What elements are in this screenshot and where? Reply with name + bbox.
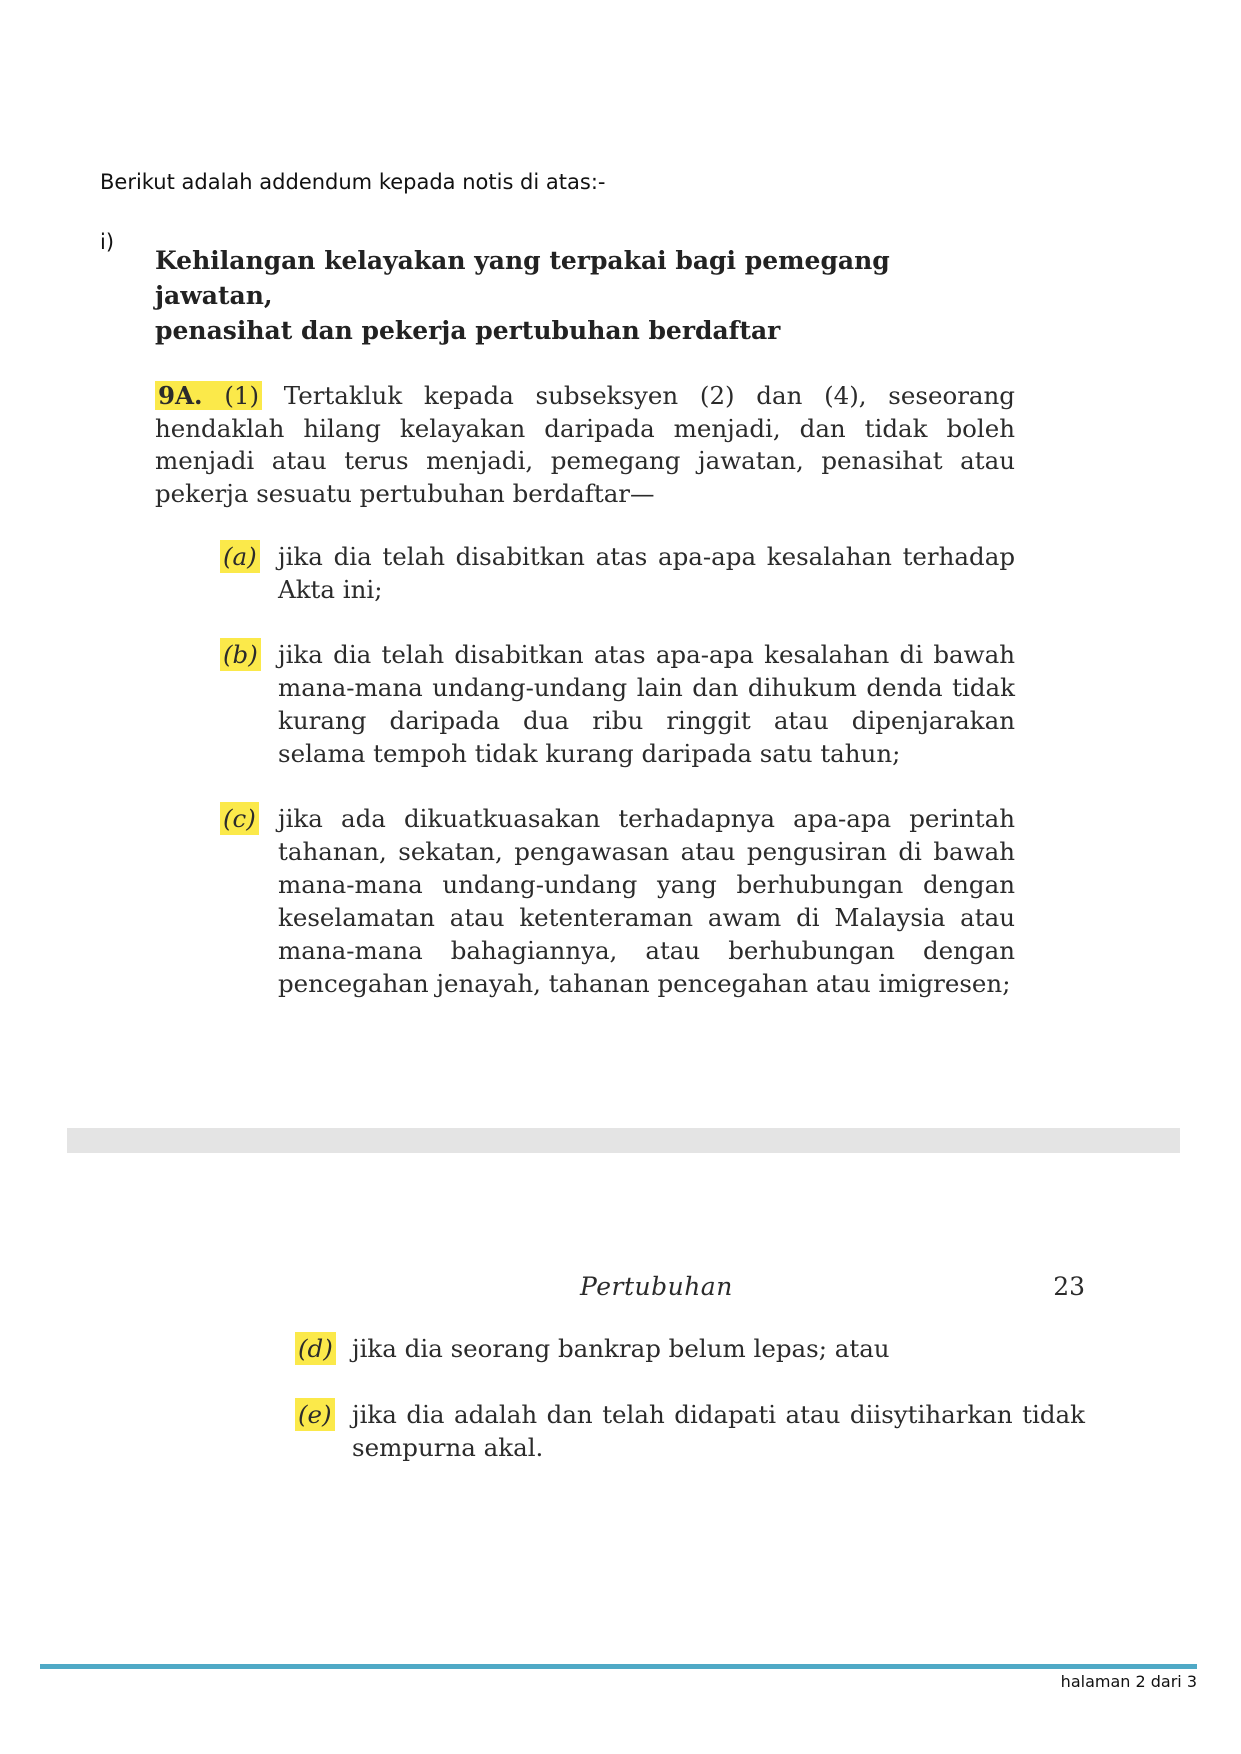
clause-marker-b: (b) bbox=[220, 638, 261, 671]
law-excerpt-bottom bbox=[295, 1272, 1085, 1464]
clause-text-a: jika dia telah disabitkan atas apa-apa kesalahan terhadap Akta ini; bbox=[278, 542, 1015, 604]
clause-d bbox=[295, 1332, 1085, 1365]
clause-text-b: jika dia telah disabitkan atas apa-apa kesalahan di bawah mana-mana undang-undang lain dan dihukum denda tidak kurang daripada dua ribu ringgit atau dipenjarakan selama tempoh tidak kurang daripada satu tahun; bbox=[278, 640, 1015, 768]
section-9a-body bbox=[155, 380, 1015, 510]
clause-marker-e: (e) bbox=[295, 1398, 335, 1431]
clause-b bbox=[155, 638, 1015, 770]
item-marker: i) bbox=[100, 230, 115, 254]
section-heading-line2: penasihat dan pekerja pertubuhan berdaftar bbox=[155, 316, 781, 345]
clause-marker-d: (d) bbox=[295, 1332, 336, 1365]
clause-text-e: jika dia adalah dan telah didapati atau diisytiharkan tidak sempurna akal. bbox=[352, 1400, 1085, 1462]
footer-rule bbox=[40, 1664, 1197, 1669]
law-excerpt-top bbox=[155, 243, 1015, 1000]
page-footer-label: halaman 2 dari 3 bbox=[1060, 1672, 1197, 1691]
clause-a bbox=[155, 540, 1015, 606]
clause-c bbox=[155, 802, 1015, 1000]
clause-marker-a: (a) bbox=[220, 540, 260, 573]
section-text: Tertakluk kepada subseksyen (2) dan (4), seseorang hendaklah hilang kelayakan daripada menjadi, dan tidak boleh menjadi atau terus menjadi, pemegang jawatan, penasihat atau pekerja sesuatu pertubuhan berdaftar— bbox=[155, 381, 1015, 508]
section-heading-line1: Kehilangan kelayakan yang terpakai bagi pemegang jawatan, bbox=[155, 246, 890, 310]
section-number-highlight bbox=[155, 381, 262, 410]
source-page-number: 23 bbox=[1053, 1272, 1085, 1301]
clause-text-c: jika ada dikuatkuasakan terhadapnya apa-apa perintah tahanan, sekatan, pengawasan atau pengusiran di bawah mana-mana undang-undang yang berhubungan dengan keselamatan atau ketenteraman awam di Malaysia atau mana-mana bahagiannya, atau berhubungan dengan pencegahan jenayah, tahanan pencegahan atau imigresen; bbox=[278, 804, 1015, 998]
clause-e bbox=[295, 1398, 1085, 1464]
running-title: Pertubuhan bbox=[580, 1272, 733, 1301]
clause-text-d: jika dia seorang bankrap belum lepas; atau bbox=[352, 1334, 890, 1363]
section-heading bbox=[155, 243, 1015, 348]
running-head bbox=[295, 1272, 1085, 1312]
intro-text: Berikut adalah addendum kepada notis di atas:- bbox=[100, 170, 606, 194]
clause-marker-c: (c) bbox=[220, 802, 259, 835]
section-number: 9A. bbox=[158, 381, 203, 410]
page-break-divider bbox=[67, 1128, 1180, 1153]
subsection-number: (1) bbox=[224, 381, 260, 410]
